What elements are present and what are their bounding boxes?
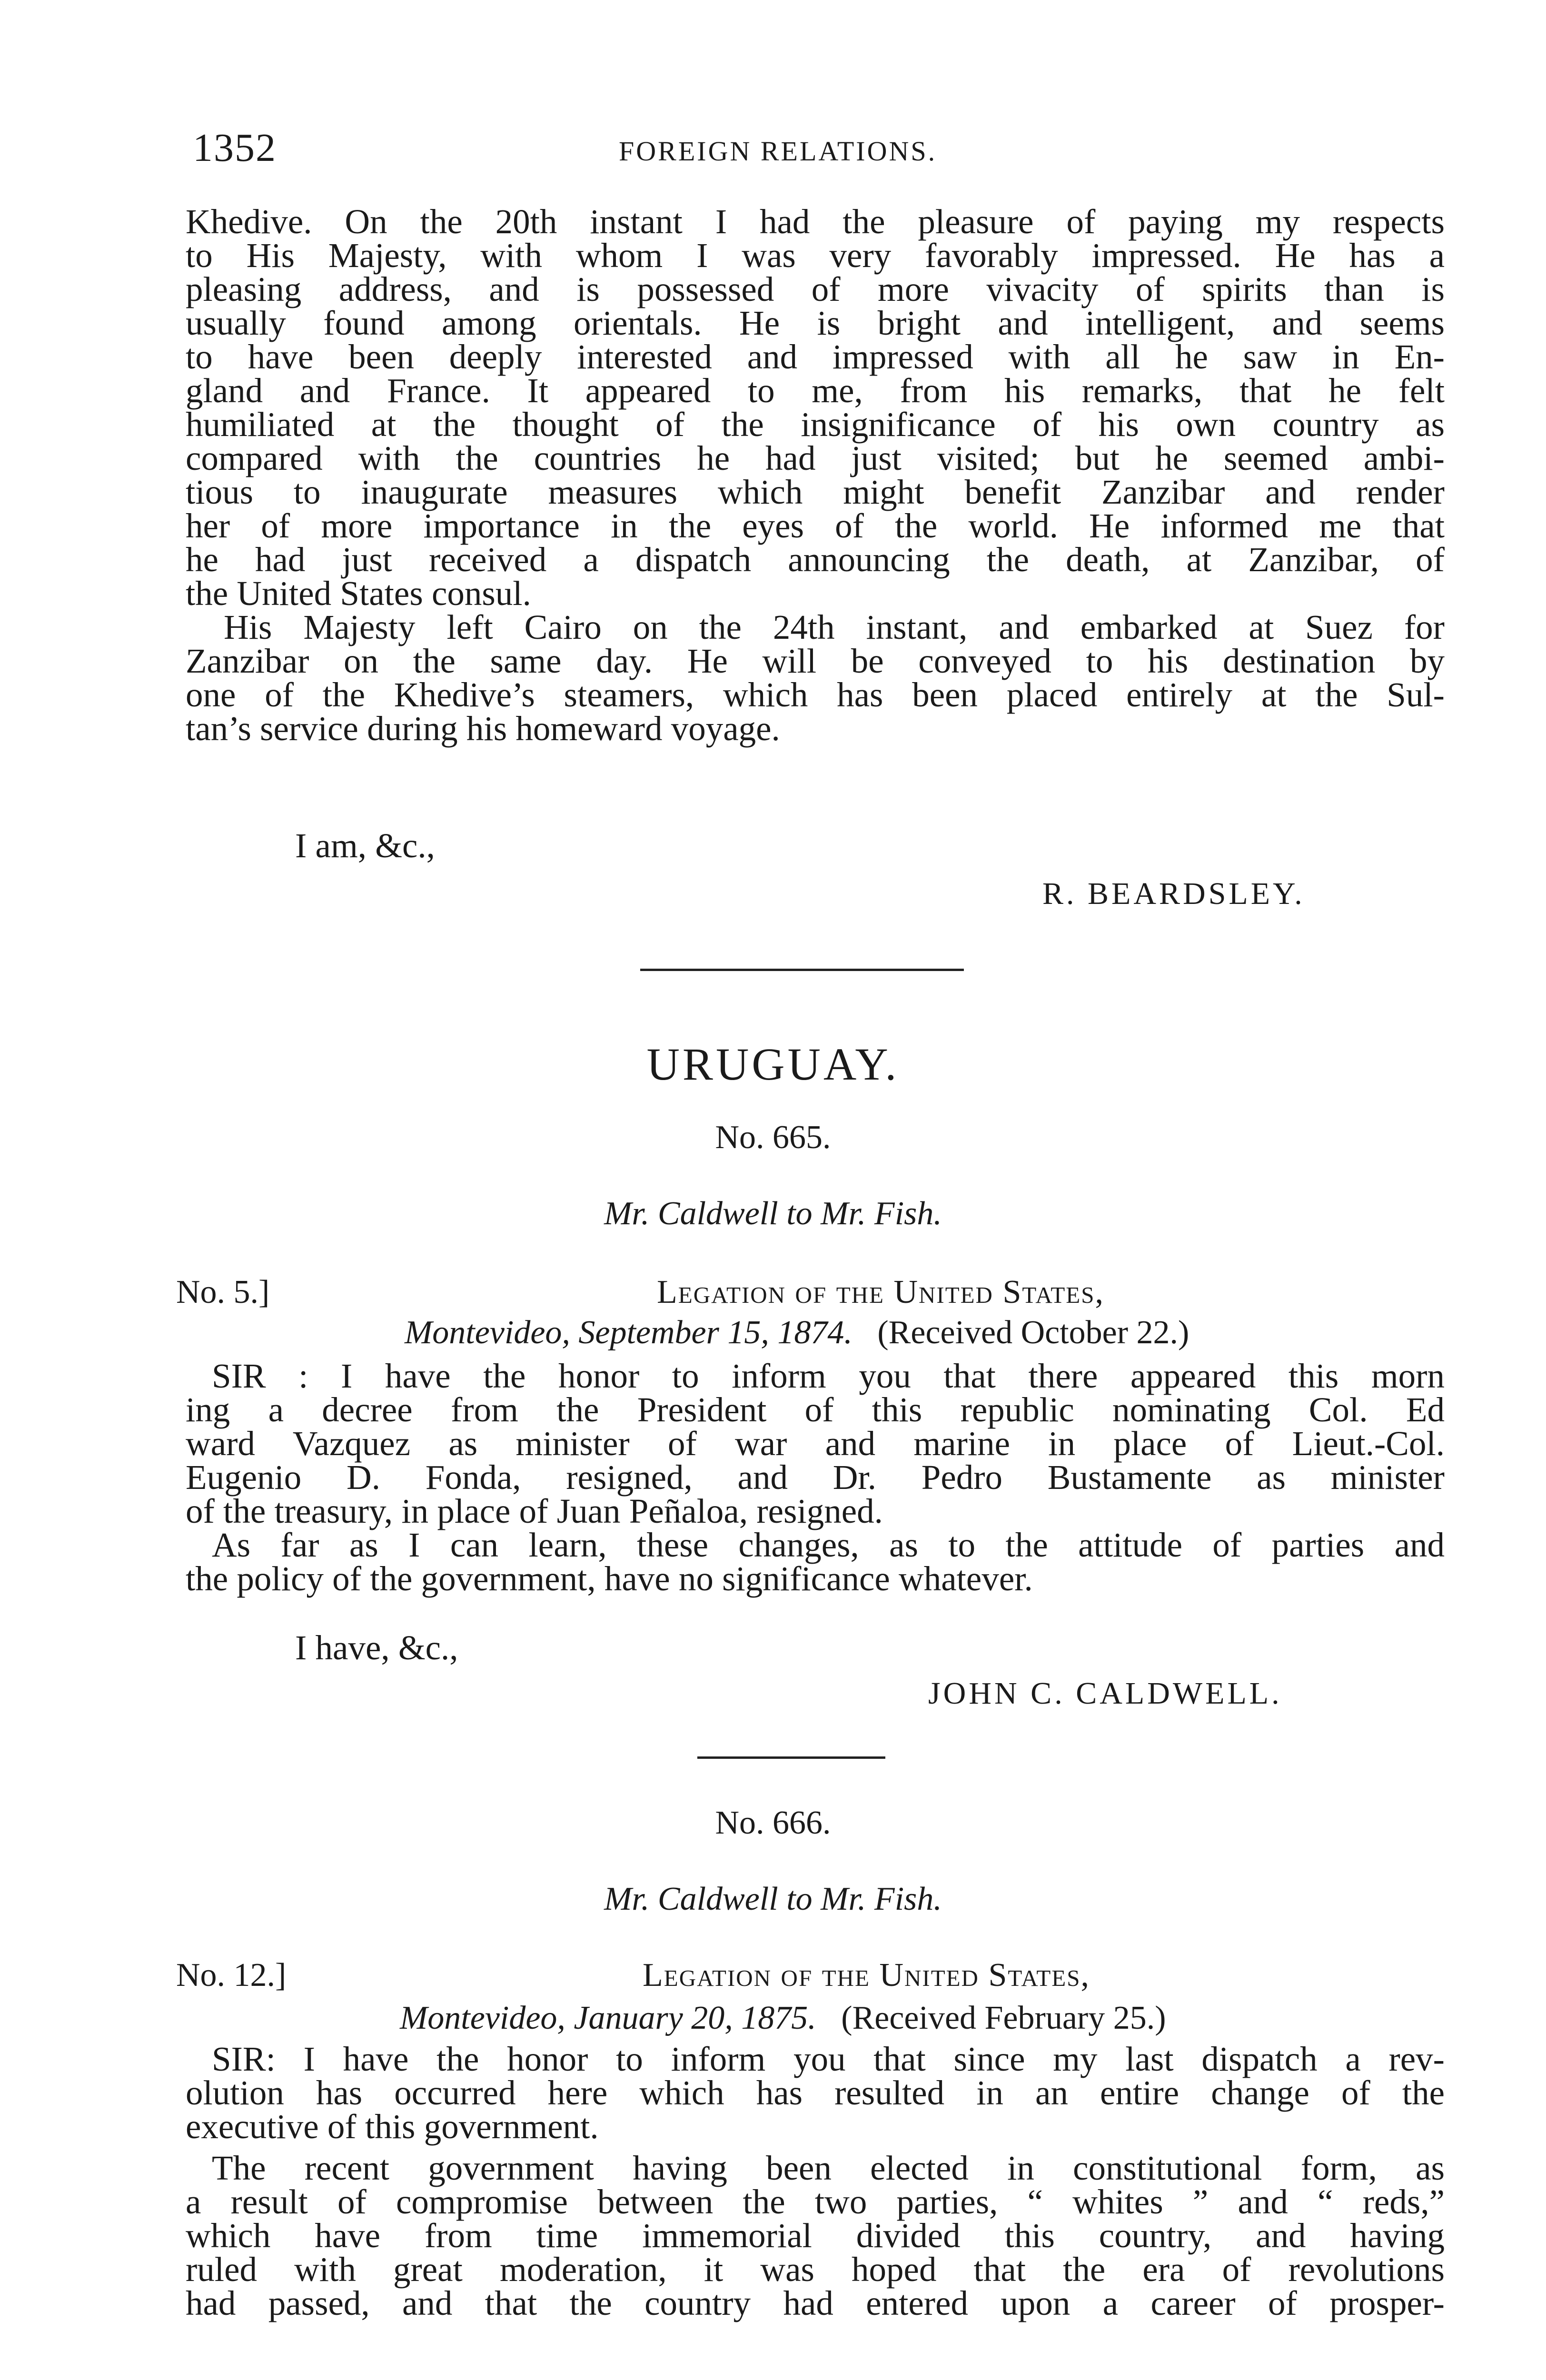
text-line: Khedive. On the 20th instant I had the pleasure of paying my respects [186,202,1445,241]
text-line: tan’s service during his homeward voyage. [186,709,780,748]
dateline [400,1999,1166,2037]
text-line: SIR : I have the honor to inform you that there appeared this morn [212,1357,1445,1395]
document-number: No. 666. [715,1805,831,1841]
section-divider [697,1756,885,1759]
closing-salutation: I am, &c., [295,826,435,865]
text-line: which have from time immemorial divided this country, and having [186,2216,1445,2255]
place-date: Montevideo, January 20, 1875. [400,2000,816,2036]
paragraph [186,608,1445,748]
paragraph [186,202,1445,613]
paragraph [186,2040,1445,2146]
text-line: ward Vazquez as minister of war and marine in place of Lieut.-Col. [186,1424,1445,1463]
text-line: humiliated at the thought of the insignificance of his own country as [186,405,1445,444]
received-date: (Received February 25.) [841,2000,1166,2036]
text-line: SIR: I have the honor to inform you that since my last dispatch a rev- [212,2040,1445,2078]
page-number: 1352 [193,126,277,170]
paragraph [186,2151,1445,2320]
text-line: Eugenio D. Fonda, resigned, and Dr. Pedro Bustamente as minister [186,1458,1445,1497]
letter-body [186,2042,1445,2320]
correspondents: Mr. Caldwell to Mr. Fish. [604,1195,942,1232]
section-title: URUGUAY. [646,1039,900,1090]
text-line: to His Majesty, with whom I was very favorably impressed. He has a [186,236,1445,275]
text-line: pleasing address, and is possessed of more vivacity of spirits than is [186,270,1445,308]
text-line: executive of this government. [186,2107,599,2146]
text-line: the policy of the government, have no significance whatever. [186,1559,1033,1598]
text-line: compared with the countries he had just visited; but he seemed ambi- [186,439,1445,477]
text-line: ing a decree from the President of this republic nominating Col. Ed [186,1390,1445,1429]
document-number: No. 665. [715,1119,831,1156]
text-line: a result of compromise between the two parties, “ whites ” and “ reds,” [186,2182,1445,2221]
received-date: (Received October 22.) [877,1314,1189,1351]
page-header [193,125,1440,182]
text-line: usually found among orientals. He is bright and intelligent, and seems [186,304,1445,342]
text-line: The recent government having been elected in constitutional form, as [212,2149,1445,2187]
signature: R. BEARDSLEY. [1042,876,1305,911]
text-line: Zanzibar on the same day. He will be conveyed to his destination by [186,642,1445,680]
text-line: had passed, and that the country had entered upon a career of prosper- [186,2284,1445,2322]
signature: JOHN C. CALDWELL. [928,1676,1282,1711]
text-line: ruled with great moderation, it was hoped that the era of revolutions [186,2250,1445,2289]
paragraph [186,1528,1445,1596]
letter-body [186,1359,1445,1596]
text-line: of the treasury, in place of Juan Peñaloa, resigned. [186,1492,883,1530]
text-line: olution has occurred here which has resulted in an entire change of the [186,2073,1445,2112]
text-line: gland and France. It appeared to me, from his remarks, that he felt [186,371,1445,410]
text-line: As far as I can learn, these changes, as to the attitude of parties and [212,1526,1445,1564]
legation-heading: Legation of the United States, [657,1274,1104,1310]
text-line: the United States consul. [186,574,531,613]
section-divider [640,969,964,971]
dispatch-number: No. 12.] [176,1957,287,1993]
closing-salutation: I have, &c., [295,1628,458,1667]
dispatch-number: No. 5.] [176,1274,270,1310]
legation-heading: Legation of the United States, [643,1957,1090,1993]
text-line: His Majesty left Cairo on the 24th instant, and embarked at Suez for [224,608,1445,646]
place-date: Montevideo, September 15, 1874. [405,1314,852,1351]
letter-continuation [186,202,1445,748]
running-head: FOREIGN RELATIONS. [619,136,937,167]
text-line: one of the Khedive’s steamers, which has been placed entirely at the Sul- [186,675,1445,714]
text-line: he had just received a dispatch announcing the death, at Zanzibar, of [186,540,1445,579]
dateline [405,1314,1189,1352]
text-line: her of more importance in the eyes of the world. He informed me that [186,506,1445,545]
text-line: tious to inaugurate measures which might benefit Zanzibar and render [186,473,1445,511]
text-line: to have been deeply interested and impressed with all he saw in En- [186,337,1445,376]
paragraph [186,1359,1445,1528]
correspondents: Mr. Caldwell to Mr. Fish. [604,1881,942,1917]
